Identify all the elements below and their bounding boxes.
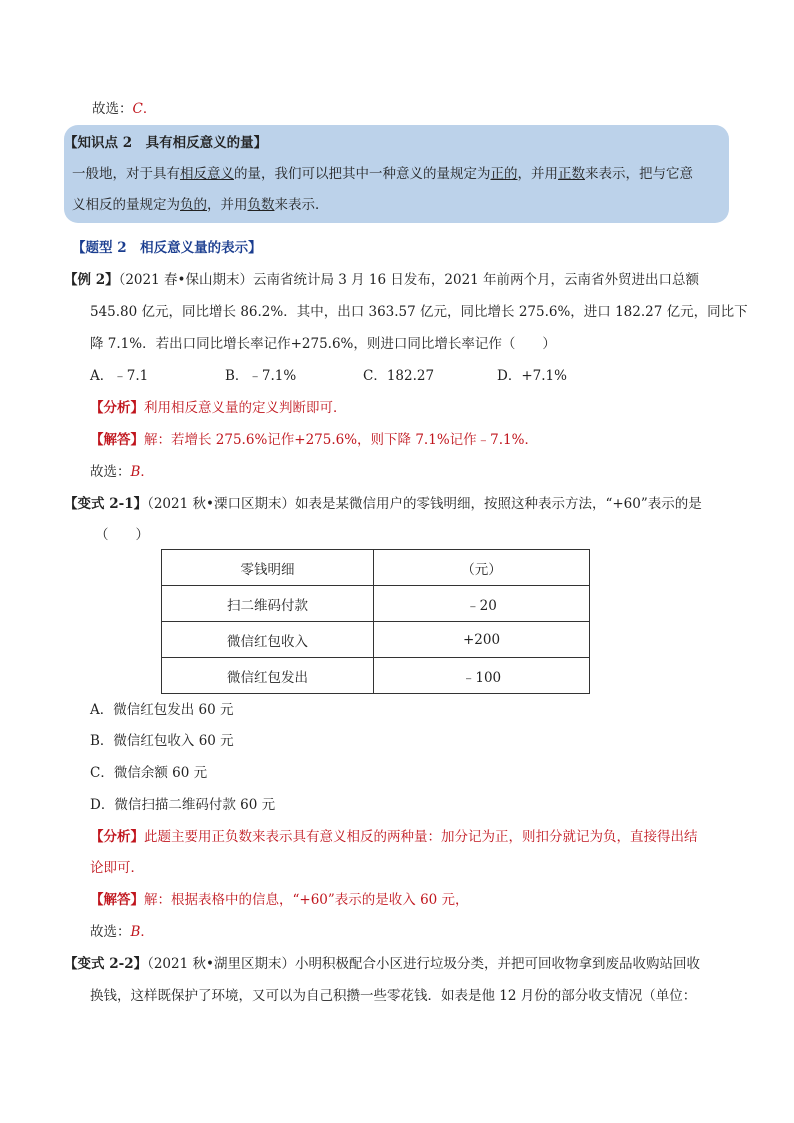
variant-2-2-line-2: 换钱，这样既保护了环境，又可以为自己积攒一些零花钱．如表是他 12 月份的部分收支情况（单位： bbox=[90, 988, 697, 1004]
example-tag: 【例 2】 bbox=[64, 272, 119, 288]
text: ，并用 bbox=[207, 197, 248, 213]
answer-value: B bbox=[130, 464, 141, 480]
table-row bbox=[162, 658, 590, 694]
table-cell: 微信红包收入 bbox=[162, 622, 374, 658]
variant-tag: 【变式 2-2】 bbox=[64, 956, 148, 972]
prev-answer bbox=[92, 99, 156, 119]
solution bbox=[90, 430, 538, 450]
variant-2-1-line-1 bbox=[64, 494, 702, 514]
table-cell: ﹣100 bbox=[374, 658, 590, 694]
underlined-term: 相反意义 bbox=[180, 166, 234, 182]
text: 来表示． bbox=[274, 197, 329, 213]
text: 此题主要用正负数来表示具有意义相反的两种量：加分记为正，则扣分就记为负，直接得出结 bbox=[144, 829, 698, 845]
text: 利用相反意义量的定义判断即可． bbox=[144, 400, 347, 416]
text: 的量，我们可以把其中一种意义的量规定为 bbox=[234, 166, 491, 182]
answer-value: C bbox=[132, 101, 143, 117]
analysis-tag: 【分析】 bbox=[90, 400, 144, 416]
underlined-term: 正数 bbox=[558, 166, 585, 182]
variant-2-1-line-2: （ ） bbox=[95, 527, 149, 543]
table-row bbox=[162, 586, 590, 622]
underlined-term: 负的 bbox=[180, 197, 207, 213]
example-2-line-3: 降 7.1%．若出口同比增长率记作+275.6%，则进口同比增长率记作（ ） bbox=[90, 336, 556, 352]
answer bbox=[90, 462, 154, 482]
knowledge-title: 【知识点 2 具有相反意义的量】 bbox=[64, 135, 268, 151]
solution bbox=[90, 890, 469, 910]
variant-2-2-line-1 bbox=[64, 954, 700, 974]
answer-value: B bbox=[130, 924, 141, 940]
solution-tag: 【解答】 bbox=[90, 892, 144, 908]
analysis bbox=[90, 398, 347, 418]
table-cell: ﹣20 bbox=[374, 586, 590, 622]
answer bbox=[90, 922, 154, 942]
table-row bbox=[162, 550, 590, 586]
underlined-term: 正的 bbox=[490, 166, 518, 182]
answer-label: 故选： bbox=[90, 464, 131, 480]
table-cell: 扫二维码付款 bbox=[162, 586, 374, 622]
table-cell: 零钱明细 bbox=[162, 550, 374, 586]
answer-end: ． bbox=[140, 924, 154, 940]
knowledge-line-2 bbox=[72, 195, 329, 215]
table-row bbox=[162, 622, 590, 658]
section-title: 【题型 2 相反意义量的表示】 bbox=[72, 240, 262, 256]
answer-end: ． bbox=[140, 464, 154, 480]
option-a: A．﹣7.1 bbox=[90, 368, 149, 384]
option-d: D．微信扫描二维码付款 60 元 bbox=[90, 797, 276, 813]
example-2-line-2: 545.80 亿元，同比增长 86.2%．其中，出口 363.57 亿元，同比增长 275.6%，进口 182.27 亿元，同比下 bbox=[90, 304, 748, 320]
table-cell: （元） bbox=[374, 550, 590, 586]
analysis bbox=[90, 827, 698, 847]
change-detail-table bbox=[161, 549, 590, 694]
option-c: C．微信余额 60 元 bbox=[90, 765, 208, 781]
answer-label: 故选： bbox=[90, 924, 131, 940]
text: 解：若增长 275.6%记作+275.6%，则下降 7.1%记作﹣7.1%． bbox=[144, 432, 538, 448]
text: ，并用 bbox=[517, 166, 558, 182]
analysis-cont: 论即可． bbox=[90, 860, 144, 876]
text: （2021 秋•溧口区期末）如表是某微信用户的零钱明细，按照这种表示方法，“+60”表示的是 bbox=[147, 496, 702, 512]
text: 解：根据表格中的信息，“+60”表示的是收入 60 元， bbox=[144, 892, 469, 908]
option-a: A．微信红包发出 60 元 bbox=[90, 702, 234, 718]
option-c: C．182.27 bbox=[363, 368, 435, 384]
table-cell: 微信红包发出 bbox=[162, 658, 374, 694]
answer-end: ． bbox=[142, 101, 157, 117]
text: （2021 秋•湖里区期末）小明积极配合小区进行垃圾分类，并把可回收物拿到废品收购站回收 bbox=[147, 956, 700, 972]
option-d: D．+7.1% bbox=[497, 368, 567, 384]
example-2-line-1 bbox=[64, 270, 699, 290]
text: 来表示，把与它意 bbox=[585, 166, 693, 182]
answer-label: 故选： bbox=[92, 101, 133, 117]
solution-tag: 【解答】 bbox=[90, 432, 144, 448]
text: （2021 春•保山期末）云南省统计局 3 月 16 日发布，2021 年前两个月，云南省外贸进出口总额 bbox=[118, 272, 700, 288]
underlined-term: 负数 bbox=[247, 197, 275, 213]
table-cell: +200 bbox=[374, 622, 590, 658]
knowledge-line-1 bbox=[72, 164, 693, 184]
option-b: B．﹣7.1% bbox=[225, 368, 297, 384]
text: 一般地，对于具有 bbox=[72, 166, 180, 182]
text: 义相反的量规定为 bbox=[72, 197, 180, 213]
option-b: B．微信红包收入 60 元 bbox=[90, 733, 234, 749]
variant-tag: 【变式 2-1】 bbox=[64, 496, 148, 512]
analysis-tag: 【分析】 bbox=[90, 829, 144, 845]
